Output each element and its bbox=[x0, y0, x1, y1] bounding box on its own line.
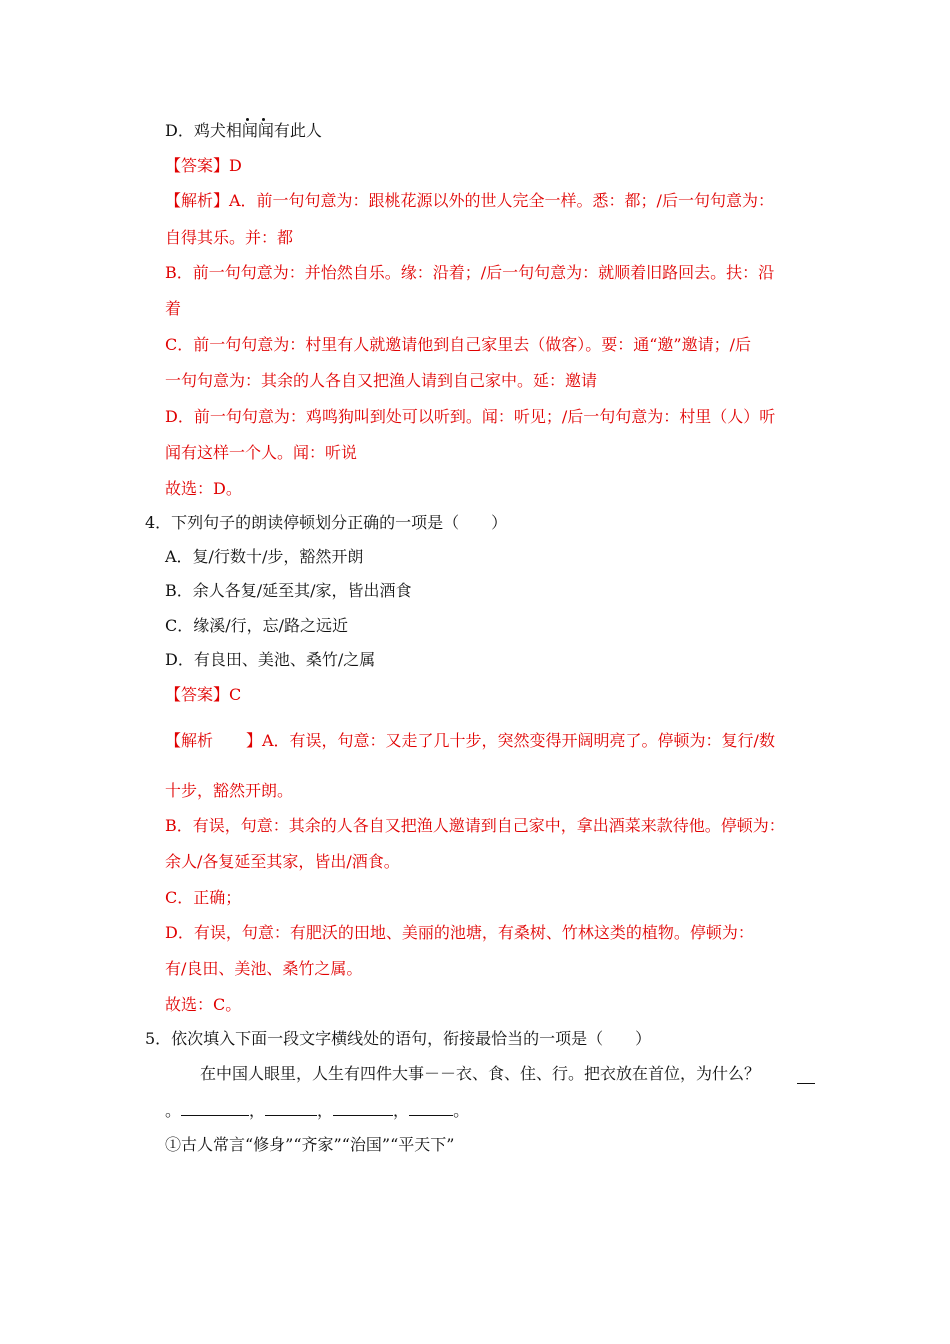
q5-stem: 5．依次填入下面一段文字横线处的语句，衔接最恰当的一项是（ ） bbox=[145, 1029, 652, 1048]
q5-sep: 。 bbox=[165, 1101, 182, 1120]
q4-analysis-line: 余人/各复延至其家，皆出/酒食。 bbox=[165, 852, 400, 871]
prev-analysis-line: 着 bbox=[165, 299, 182, 318]
fill-blank[interactable] bbox=[181, 1099, 249, 1116]
fill-blank[interactable] bbox=[265, 1099, 317, 1116]
q4-analysis-label: 【解析 bbox=[165, 731, 214, 750]
fill-blank[interactable] bbox=[409, 1099, 453, 1116]
prev-analysis-line: 一句句意为：其余的人各自又把渔人请到自己家中。延：邀请 bbox=[165, 371, 598, 390]
prev-analysis-line: D．前一句句意为：鸡鸣狗叫到处可以听到。闻：听见；/后一句句意为：村里（人）听 bbox=[165, 407, 776, 426]
prev-analysis-line: 自得其乐。并：都 bbox=[165, 228, 294, 247]
q5-sep: 。 bbox=[453, 1101, 470, 1120]
q4-option-a: A．复/行数十/步，豁然开朗 bbox=[165, 547, 364, 566]
q4-option-b: B．余人各复/延至其/家，皆出酒食 bbox=[165, 581, 412, 600]
prev-analysis-line: 【解析】A．前一句句意为：跟桃花源以外的世人完全一样。悉：都；/后一句句意为： bbox=[165, 191, 774, 210]
q4-analysis-line: C．正确； bbox=[165, 888, 242, 907]
q4-answer: 【答案】C bbox=[165, 685, 242, 704]
q5-item-1: ①古人常言“修身”“齐家”“治国”“平天下” bbox=[165, 1135, 455, 1154]
prev-analysis-line: B．前一句句意为：并怡然自乐。缘：沿着；/后一句句意为：就顺着旧路回去。扶：沿 bbox=[165, 263, 775, 282]
q4-analysis-line: 有/良田、美池、桑竹之属。 bbox=[165, 959, 363, 978]
q4-analysis-line: D．有误，句意：有肥沃的田地、美丽的池塘，有桑树、竹林这类的植物。停顿为： bbox=[165, 923, 754, 942]
q4-stem: 4．下列句子的朗读停顿划分正确的一项是（ ） bbox=[145, 513, 508, 532]
fill-blank[interactable] bbox=[333, 1099, 393, 1116]
prev-option-d: D．鸡犬相闻闻有此人 bbox=[165, 121, 322, 140]
prev-analysis-line: 闻有这样一个人。闻：听说 bbox=[165, 443, 358, 462]
q4-analysis-line: B．有误，句意：其余的人各自又把渔人邀请到自己家中，拿出酒菜来款待他。停顿为： bbox=[165, 816, 785, 835]
prev-answer: 【答案】D bbox=[165, 156, 242, 175]
q4-analysis-line: 十步，豁然开朗。 bbox=[165, 781, 294, 800]
q4-conclusion: 故选：C。 bbox=[165, 995, 242, 1014]
q4-analysis-first: 】A．有误，句意：又走了几十步，突然变得开阔明亮了。停顿为：复行/数 bbox=[246, 731, 775, 750]
prev-conclusion: 故选：D。 bbox=[165, 479, 242, 498]
prev-analysis-line: C．前一句句意为：村里有人就邀请他到自己家里去（做客）。要：通“邀”邀请；/后 bbox=[165, 335, 751, 354]
q5-sep: ， bbox=[317, 1101, 334, 1120]
q5-passage-line2 bbox=[165, 1099, 469, 1122]
fill-blank[interactable] bbox=[797, 1067, 815, 1084]
q5-passage-line1: 在中国人眼里，人生有四件大事－－衣、食、住、行。把衣放在首位，为什么？ bbox=[200, 1064, 761, 1083]
q4-option-d: D．有良田、美池、桑竹/之属 bbox=[165, 650, 376, 669]
q5-sep: ， bbox=[393, 1101, 410, 1120]
q5-sep: ， bbox=[249, 1101, 266, 1120]
q4-option-c: C．缘溪/行，忘/路之远近 bbox=[165, 616, 349, 635]
